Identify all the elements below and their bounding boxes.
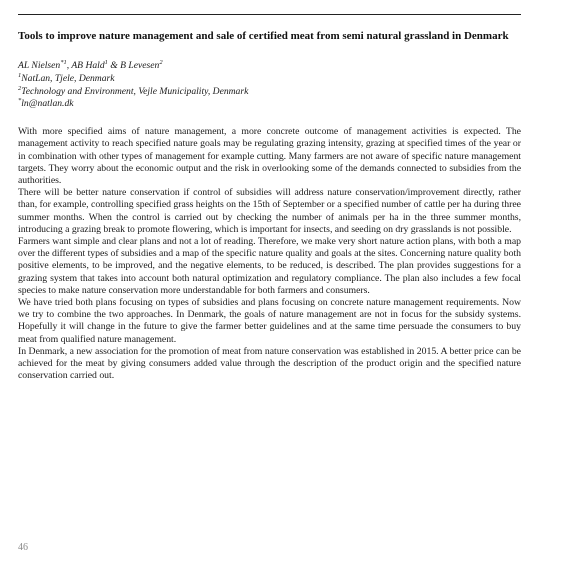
author-3: & B Levesen bbox=[107, 60, 160, 71]
abstract-page bbox=[18, 29, 521, 382]
author-1: AL Nielsen bbox=[18, 60, 61, 71]
author-1-marker: *1 bbox=[60, 58, 67, 66]
author-2-marker: 1 bbox=[104, 58, 108, 66]
abstract-body bbox=[18, 126, 521, 382]
page-number: 46 bbox=[18, 542, 28, 553]
contact-email: *ln@natlan.dk bbox=[18, 97, 74, 110]
author-block bbox=[18, 60, 521, 111]
affiliation-2: $^2$Technology and Environment, Vejle Municipality, Denmark bbox=[18, 84, 249, 97]
paragraph-3: Farmers want simple and clear plans and not a lot of reading. Therefore, we make very short nature action plans, with both a map over the different types of subsidies and a map of the specific nature quality and goals at the sites. Concerning nature quality both positive elements, to be improved, and the negative elements, to be reduced, is described. The plan provides suggestions for a grazing system that takes into account both natural optimization and regulatory compliance. The plan also includes a few focal species to make nature conservation more understandable for both farmers and consumers. bbox=[18, 236, 521, 296]
paragraph-4: We have tried both plans focusing on types of subsidies and plans focusing on concrete nature management requirements. Now we try to combine the two approaches. In Denmark, the goals of nature management are not in focus for the subsidy systems. Hopefully it will change in the future to give the farmer better guidelines and at the same time persuade the consumers to buy meat from qualified nature management. bbox=[18, 297, 521, 345]
author-3-marker: 2 bbox=[159, 58, 163, 66]
paragraph-5: In Denmark, a new association for the promotion of meat from nature conservation was established in 2015. A better price can be achieved for the meat by giving consumers added value through the description of the product origin and the specified nature conservation carried out. bbox=[18, 345, 521, 382]
author-list bbox=[18, 60, 521, 73]
affiliation-1: $^1$NatLan, Tjele, Denmark bbox=[18, 71, 115, 84]
author-2: , AB Hald bbox=[66, 60, 105, 71]
paragraph-1: With more specified aims of nature management, a more concrete outcome of management activities is expected. The management activity to reach specified nature goals may be regulating grazing intensity, grazing at specified times of the year or in combination with other types of management for example cutting. Many farmers are not aware of specific nature management targets. They worry about the economic output and the risk in overlooking some of the demands connected to subsidies from the authorities. bbox=[18, 126, 521, 186]
top-rule bbox=[18, 14, 521, 15]
paper-title: Tools to improve nature management and sale of certified meat from semi natural grassland in Denmark bbox=[18, 30, 509, 42]
paragraph-2: There will be better nature conservation if control of subsidies will address nature conservation/improvement directly, rather than, for example, controlling specified grass heights on the 15th of September or a specified number of cattle per ha during three summer months. When the control is carried out by checking the number of animals per ha in the three summer months, introducing a grazing break to promote flowering, which is important for insects, and seeding on dry grasslands is not possible. bbox=[18, 187, 521, 235]
